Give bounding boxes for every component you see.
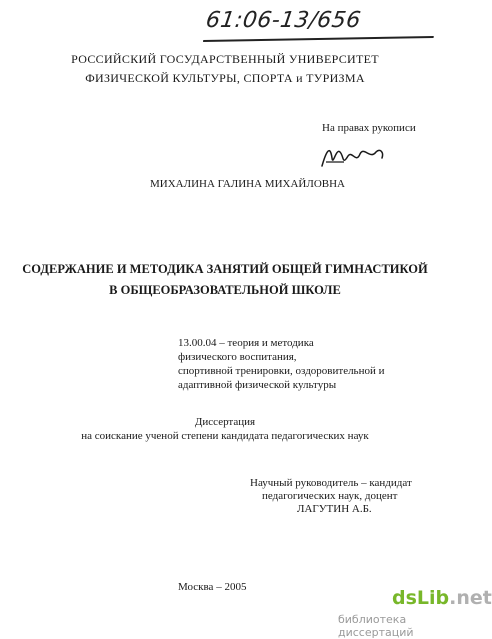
rights-note: На правах рукописи xyxy=(322,122,416,134)
dissertation-title-line-1: СОДЕРЖАНИЕ И МЕТОДИКА ЗАНЯТИЙ ОБЩЕЙ ГИМНАСТИКОЙ xyxy=(22,262,428,276)
handwritten-underline xyxy=(203,36,434,42)
city-year: Москва – 2005 xyxy=(178,581,247,593)
specialty-line-4: адаптивной физической культуры xyxy=(178,379,337,391)
specialty-line-2: физического воспитания, xyxy=(178,351,297,363)
specialty-line-1: 13.00.04 – теория и методика xyxy=(178,337,314,349)
author-name: МИХАЛИНА ГАЛИНА МИХАЙЛОВНА xyxy=(150,178,345,190)
institution-line-2: ФИЗИЧЕСКОЙ КУЛЬТУРЫ, СПОРТА и ТУРИЗМА xyxy=(85,71,365,85)
specialty-line-3: спортивной тренировки, оздоровительной и xyxy=(178,365,385,377)
supervisor-name: ЛАГУТИН А.Б. xyxy=(297,503,372,515)
institution-line-1: РОССИЙСКИЙ ГОСУДАРСТВЕННЫЙ УНИВЕРСИТЕТ xyxy=(71,52,379,66)
dslib-tagline: библиотека диссертаций xyxy=(338,613,414,639)
signature-mark xyxy=(318,138,388,172)
supervisor-line-1: Научный руководитель – кандидат xyxy=(250,477,412,489)
dslib-logo: dsLib.net xyxy=(392,587,492,609)
dissertation-label: Диссертация xyxy=(194,416,256,428)
degree-statement: на соискание ученой степени кандидата педагогических наук xyxy=(81,430,369,442)
dissertation-title-line-2: В ОБЩЕОБРАЗОВАТЕЛЬНОЙ ШКОЛЕ xyxy=(109,283,341,297)
handwritten-archive-code: 61:06-13/656 xyxy=(204,8,362,33)
supervisor-line-2: педагогических наук, доцент xyxy=(262,490,398,502)
